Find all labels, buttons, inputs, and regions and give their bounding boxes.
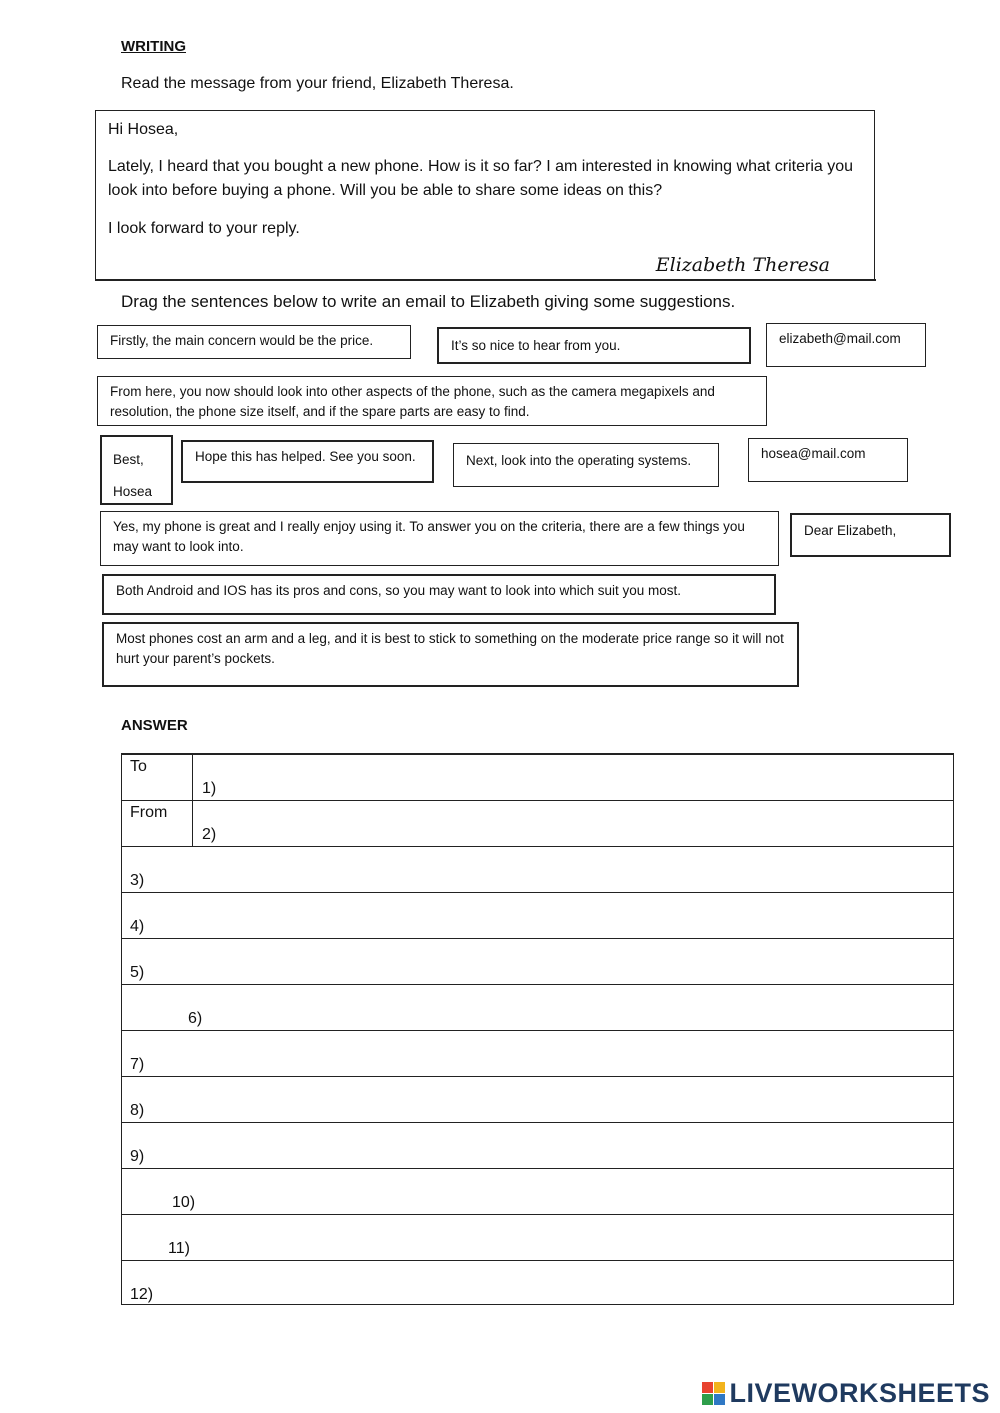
tile-other-aspects[interactable]: From here, you now should look into other aspects of the phone, such as the camera megapixels and resolution, the phone size itself, and if the spare parts are easy to find.: [97, 376, 767, 426]
slot-6-label: 6): [188, 1010, 203, 1027]
message-body: Lately, I heard that you bought a new phone. How is it so far? I am interested in knowing what criteria you look into before buying a phone. Will you be able to share some ideas on this?: [108, 158, 854, 199]
tile-android-ios[interactable]: Both Android and IOS has its pros and cons, so you may want to look into which suit you most.: [102, 574, 776, 615]
slot-12-label: 12): [130, 1286, 154, 1303]
answer-table: [121, 753, 954, 1305]
tile-best-label: Best,: [113, 452, 144, 467]
tile-nice-to-hear[interactable]: It’s so nice to hear from you.: [437, 327, 751, 364]
friend-message-box: [95, 110, 875, 280]
answer-row-4[interactable]: [122, 892, 953, 938]
message-signature: Elizabeth Theresa: [655, 254, 830, 276]
answer-row-to[interactable]: [122, 754, 953, 800]
logo-blocks-icon: [702, 1382, 725, 1405]
tile-dear-elizabeth[interactable]: Dear Elizabeth,: [790, 513, 951, 557]
answer-row-3[interactable]: [122, 846, 953, 892]
tile-operating-systems[interactable]: Next, look into the operating systems.: [453, 443, 719, 487]
slot-7-label: 7): [130, 1056, 145, 1073]
slot-3-label: 3): [130, 872, 145, 889]
from-label: From: [130, 804, 168, 821]
answer-row-12[interactable]: [122, 1260, 953, 1306]
answer-row-from[interactable]: [122, 800, 953, 846]
answer-row-10[interactable]: [122, 1168, 953, 1214]
slot-10-label: 10): [172, 1194, 196, 1211]
tile-cost-arm-leg[interactable]: Most phones cost an arm and a leg, and it is best to stick to something on the moderate price range so it will not hurt your parent’s pockets.: [102, 622, 799, 687]
tile-hope-helped[interactable]: Hope this has helped. See you soon.: [181, 440, 434, 483]
tile-elizabeth-email[interactable]: elizabeth@mail.com: [766, 323, 926, 367]
drag-instruction: Drag the sentences below to write an email to Elizabeth giving some suggestions.: [121, 292, 736, 311]
message-box-underline: [95, 279, 876, 281]
liveworksheets-logo: [702, 1378, 990, 1409]
answer-row-7[interactable]: [122, 1030, 953, 1076]
message-greeting: Hi Hosea,: [108, 121, 179, 138]
section-heading: WRITING: [121, 38, 186, 55]
slot-1-label: 1): [202, 780, 217, 797]
answer-row-11[interactable]: [122, 1214, 953, 1260]
intro-text: Read the message from your friend, Elizabeth Theresa.: [121, 75, 514, 92]
to-label: To: [130, 758, 147, 775]
answer-title: ANSWER: [121, 717, 188, 734]
tile-hosea-email[interactable]: hosea@mail.com: [748, 438, 908, 482]
slot-2-label: 2): [202, 826, 217, 843]
logo-text: LIVEWORKSHEETS: [729, 1378, 990, 1408]
answer-row-5[interactable]: [122, 938, 953, 984]
tile-phone-great[interactable]: Yes, my phone is great and I really enjoy using it. To answer you on the criteria, there are a few things you may want to look into.: [100, 511, 779, 566]
tile-price-concern[interactable]: Firstly, the main concern would be the price.: [97, 325, 411, 359]
message-closing: I look forward to your reply.: [108, 220, 300, 237]
tile-hosea-label: Hosea: [113, 484, 153, 499]
slot-4-label: 4): [130, 918, 145, 935]
slot-8-label: 8): [130, 1102, 145, 1119]
tile-best-hosea[interactable]: [100, 435, 173, 505]
answer-row-9[interactable]: [122, 1122, 953, 1168]
answer-row-6[interactable]: [122, 984, 953, 1030]
slot-9-label: 9): [130, 1148, 145, 1165]
slot-11-label: 11): [168, 1240, 190, 1257]
answer-row-8[interactable]: [122, 1076, 953, 1122]
slot-5-label: 5): [130, 964, 145, 981]
